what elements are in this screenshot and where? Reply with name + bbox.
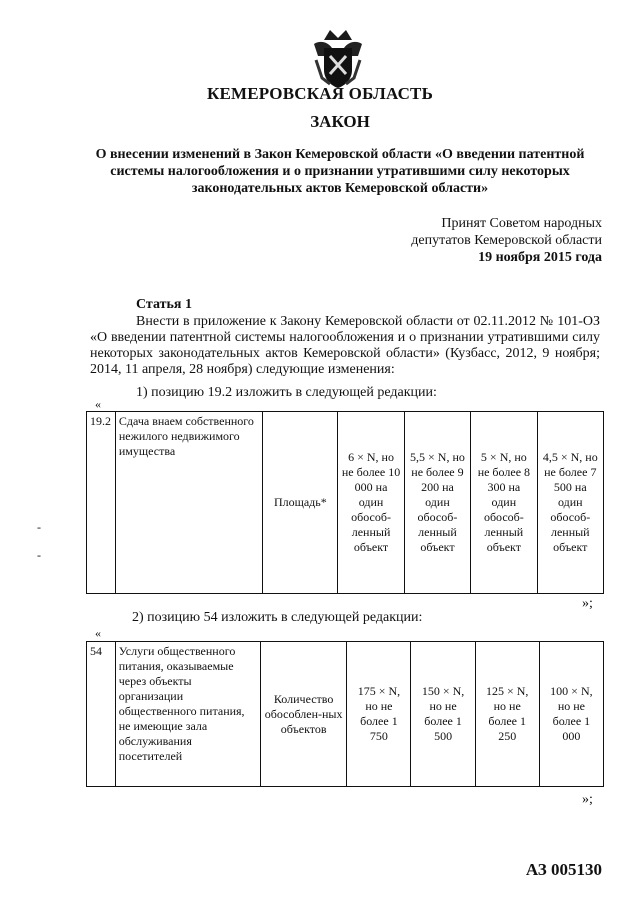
- rate-zone-2: 5,5 × N, но не более 9 200 на один обособ-ленный объект: [404, 412, 470, 594]
- law-subject: О внесении изменений в Закон Кемеровской области «О введении патентной системы налогообложения и о признании утратившими силу некоторых законодательных актов Кемеровской области»: [95, 147, 585, 196]
- rate-zone-3: 125 × N, но не более 1 250: [475, 642, 539, 787]
- activity-name: Сдача внаем собственного нежилого недвижимого имущества: [115, 412, 262, 594]
- item-2-text: 2) позицию 54 изложить в следующей редакции:: [132, 610, 423, 625]
- adoption-date: 19 ноября 2015 года: [478, 250, 602, 265]
- rate-zone-2: 150 × N, но не более 1 500: [411, 642, 475, 787]
- quote-close-2: »;: [582, 792, 593, 807]
- rate-zone-1: 6 × N, но не более 10 000 на один обособ-ленный объект: [338, 412, 404, 594]
- table-row: [87, 412, 604, 594]
- article-title: Статья 1: [136, 297, 192, 312]
- table-row: [87, 642, 604, 787]
- quote-open-1: «: [95, 397, 101, 411]
- rate-zone-4: 100 × N, но не более 1 000: [539, 642, 603, 787]
- adopted-line-1: Принят Советом народных: [441, 216, 602, 231]
- quote-open-2: «: [95, 626, 101, 640]
- physical-indicator: Количество обособлен-ных объектов: [260, 642, 346, 787]
- margin-mark: -: [37, 548, 41, 562]
- position-code: 54: [87, 642, 116, 787]
- rate-zone-1: 175 × N, но не более 1 750: [347, 642, 411, 787]
- adoption-block: [411, 215, 602, 266]
- position-19-2-table: [86, 411, 604, 594]
- region-title: КЕМЕРОВСКАЯ ОБЛАСТЬ: [206, 84, 434, 103]
- rate-zone-3: 5 × N, но не более 8 300 на один обособ-ленный объект: [471, 412, 537, 594]
- coat-of-arms-emblem: [310, 26, 366, 90]
- article-text: Внести в приложение к Закону Кемеровской области от 02.11.2012 № 101-ОЗ «О введении патентной системы налогообложения и о признании утратившими силу некоторых законодательных актов Кемеровской области» (Кузбасс, 2012, 9 ноября; 2014, 11 апреля, 28 ноября) следующие изменения:: [90, 314, 600, 377]
- margin-mark: -: [37, 520, 41, 534]
- adopted-line-2: депутатов Кемеровской области: [411, 233, 602, 248]
- document-type: ЗАКОН: [310, 112, 370, 131]
- rate-zone-4: 4,5 × N, но не более 7 500 на один обособ-ленный объект: [537, 412, 603, 594]
- position-54-table: [86, 641, 604, 787]
- quote-close-1: »;: [582, 596, 593, 611]
- position-code: 19.2: [87, 412, 116, 594]
- serial-number: АЗ 005130: [525, 860, 602, 879]
- item-1-text: 1) позицию 19.2 изложить в следующей редакции:: [136, 385, 437, 400]
- article-body: [90, 314, 600, 378]
- activity-name: Услуги общественного питания, оказываемые через объекты организации общественного питания, не имеющие зала обслуживания посетителей: [115, 642, 260, 787]
- physical-indicator: Площадь*: [263, 412, 338, 594]
